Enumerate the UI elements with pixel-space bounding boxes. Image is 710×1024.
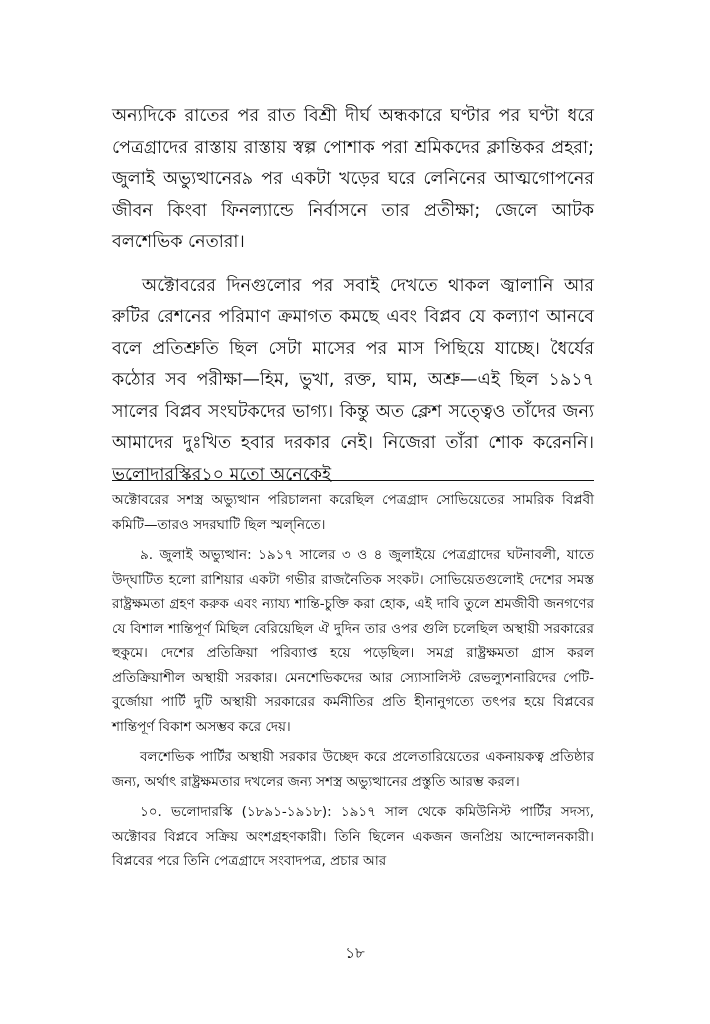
- footnote-9-continued: বলশেভিক পার্টির অস্থায়ী সরকার উচ্ছেদ করে প্রলেতারিয়েতের একনায়কত্ব প্রতিষ্ঠার জন্য, অর্থাৎ রাষ্ট্রক্ষমতার দখলের জন্য সশস্ত্র অভ্যুত্থানের প্রস্তুতি আরম্ভ করল।: [112, 749, 594, 790]
- body-paragraph-2: অক্টোবরের দিনগুলোর পর সবাই দেখতে থাকল জ্বালানি আর রুটির রেশনের পরিমাণ ক্রমাগত কমছে এবং বিপ্লব যে কল্যাণ আনবে বলে প্রতিশ্রুতি ছিল সেটা মাসের পর মাস পিছিয়ে যাচ্ছে। ধৈর্যের কঠোর সব পরীক্ষা—হিম, ভুখা, রক্ত, ঘাম, অশ্রু—এই ছিল ১৯১৭ সালের বিপ্লব সংঘটকদের ভাগ্য। কিন্তু অত ক্লেশ সত্ত্বেও তাঁদের জন্য আমাদের দুঃখিত হবার দরকার নেই। নিজেরা তাঁরা শোক করেননি। ভলোদারস্কির১০ মতো অনেকেই: [112, 275, 594, 485]
- main-text: [112, 101, 594, 503]
- body-paragraph-1: অন্যদিকে রাতের পর রাত বিশ্রী দীর্ঘ অন্ধকারে ঘণ্টার পর ঘণ্টা ধরে পেত্রগ্রাদের রাস্তায় রাস্তায় স্বল্প পোশাক পরা শ্রমিকদের ক্লান্তিকর প্রহরা; জুলাই অভ্যুত্থানের৯ পর একটা খড়ের ঘরে লেনিনের আত্মগোপনের জীবন কিংবা ফিনল্যান্ডে নির্বাসনে তার প্রতীক্ষা; জেলে আটক বলশেভিক নেতারা।: [112, 106, 594, 252]
- footnote-divider: [112, 480, 594, 481]
- footnote-9: ৯. জুলাই অভ্যুত্থান: ১৯১৭ সালের ৩ ও ৪ জুলাইয়ে পেত্রগ্রাদের ঘটনাবলী, যাতে উদ্‌ঘাটিত হলো রাশিয়ার একটা গভীর রাজনৈতিক সংকট। সোভিয়েতগুলোই দেশের সমস্ত রাষ্ট্রক্ষমতা গ্রহণ করুক এবং ন্যায্য শান্তি-চুক্তি করা হোক, এই দাবি তুলে শ্রমজীবী জনগণের যে বিশাল শান্তিপূর্ণ মিছিল বেরিয়েছিল ঐ দুদিন তার ওপর গুলি চলেছিল অস্থায়ী সরকারের হুকুমে। দেশের প্রতিক্রিয়া পরিব্যাপ্ত হয়ে পড়েছিল। সমগ্র রাষ্ট্রক্ষমতা গ্রাস করল প্রতিক্রিয়াশীল অস্থায়ী সরকার। মেনশেভিকদের আর স্যোসালিস্ট রেভল্যুশনারিদের পেটি-বুর্জোয়া পার্টি দুটি অস্থায়ী সরকারের কর্মনীতির প্রতি হীনানুগত্যে তৎপর হয়ে বিপ্লবের শান্তিপূর্ণ বিকাশ অসম্ভব করে দেয়।: [112, 547, 594, 735]
- page-number: ১৮: [345, 944, 365, 962]
- footnotes: [112, 488, 594, 880]
- footnote-continuation: অক্টোবরের সশস্ত্র অভ্যুত্থান পরিচালনা করেছিল পেত্রগ্রাদ সোভিয়েতের সামরিক বিপ্লবী কমিটি—তারও সদরঘাটি ছিল স্মল্‌নিতে।: [112, 492, 594, 533]
- footnote-10: ১০. ভলোদারস্কি (১৮৯১-১৯১৮): ১৯১৭ সাল থেকে কমিউনিস্ট পার্টির সদস্য, অক্টোবর বিপ্লবে সক্রিয় অংশগ্রহণকারী। তিনি ছিলেন একজন জনপ্রিয় আন্দোলনকারী। বিপ্লবের পরে তিনি পেত্রগ্রাদে সংবাদপত্র, প্রচার আর: [112, 804, 594, 869]
